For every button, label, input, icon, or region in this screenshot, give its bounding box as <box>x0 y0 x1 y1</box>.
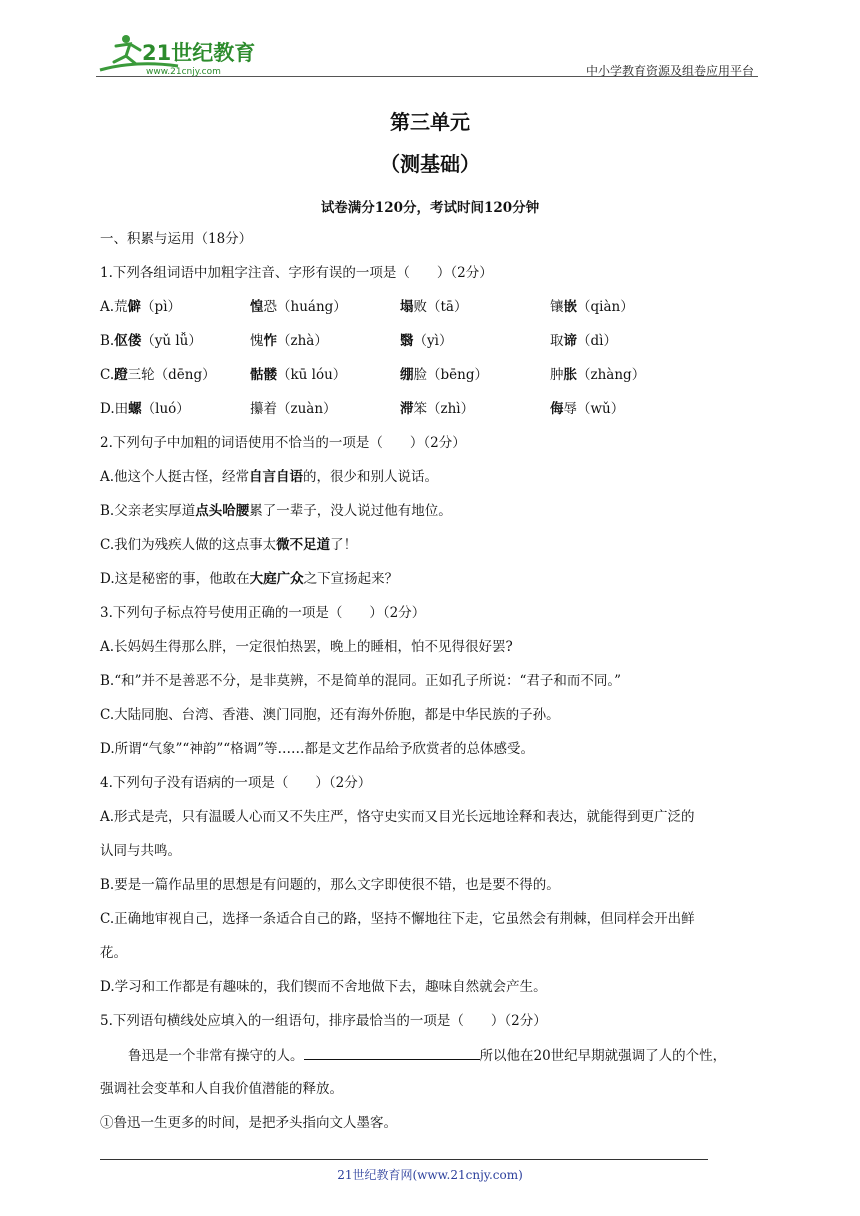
option-item: C.蹬三轮（dēng） <box>100 367 216 383</box>
option-item: 绷脸（bēng） <box>400 367 488 383</box>
page-header <box>96 30 758 80</box>
exam-info: 试卷满分120分，考试时间120分钟 <box>320 200 540 216</box>
question-4-option-c-cont: 花。 <box>100 945 127 961</box>
question-3-option-b: B.“和”并不是善恶不分，是非莫辨，不是简单的混同。正如孔子所说：“君子和而不同。” <box>100 673 622 689</box>
option-item: 骷髅（kū lóu） <box>250 367 347 383</box>
header-rule <box>96 76 758 77</box>
logo <box>96 30 266 80</box>
question-3-option-d: D.所谓“气象”“神韵”“格调”等……都是文艺作品给予欣赏者的总体感受。 <box>100 741 535 757</box>
question-3-stem: 3.下列句子标点符号使用正确的一项是（ ）（2分） <box>100 605 426 621</box>
option-item: 侮辱（wǔ） <box>550 401 625 417</box>
option-item: 镶嵌（qiàn） <box>550 299 634 315</box>
option-item: A.荒僻（pì） <box>100 299 182 315</box>
svg-text:www.21cnjy.com: www.21cnjy.com <box>146 67 221 77</box>
question-5-passage: 鲁迅是一个非常有操守的人。 所以他在20世纪早期就强调了人的个性， <box>100 1045 765 1079</box>
question-2-stem: 2.下列句子中加粗的词语使用不恰当的一项是（ ）（2分） <box>100 435 466 451</box>
question-2-option-d: D.这是秘密的事，他敢在大庭广众之下宣扬起来？ <box>100 571 399 587</box>
page-subtitle: （测基础） <box>380 152 480 176</box>
option-item: 塌败（tā） <box>400 299 468 315</box>
question-1-option-a <box>100 297 765 331</box>
svg-text:21世纪教育: 21世纪教育 <box>142 41 256 65</box>
page-footer: 21世纪教育网(www.21cnjy.com) <box>337 1168 523 1182</box>
question-4-option-a: A.形式是壳，只有温暖人心而又不失庄严，恪守史实而又目光长远地诠释和表达，就能得到更广泛的 <box>100 809 695 825</box>
section-heading: 一、积累与运用（18分） <box>100 231 253 247</box>
question-5-passage-cont: 强调社会变革和人自我价值潜能的释放。 <box>100 1081 343 1097</box>
footer-rule <box>100 1159 708 1160</box>
question-4-option-a-cont: 认同与共鸣。 <box>100 843 181 859</box>
question-content <box>100 229 765 1147</box>
question-4-stem: 4.下列句子没有语病的一项是（ ）（2分） <box>100 775 372 791</box>
option-item: B.伛偻（yǔ lǚ） <box>100 333 202 349</box>
question-4-option-b: B.要是一篇作品里的思想是有问题的，那么文字即使很不错，也是要不得的。 <box>100 877 560 893</box>
question-2-option-a: A.他这个人挺古怪，经常自言自语的，很少和别人说话。 <box>100 469 439 485</box>
question-3-option-a: A.长妈妈生得那么胖，一定很怕热罢，晚上的睡相，怕不见得很好罢? <box>100 639 513 655</box>
option-item: 取谛（dì） <box>550 333 617 349</box>
question-5-stem: 5.下列语句横线处应填入的一组语句，排序最恰当的一项是（ ）（2分） <box>100 1013 547 1029</box>
question-5-item-1: ①鲁迅一生更多的时间，是把矛头指向文人墨客。 <box>100 1115 397 1131</box>
option-item: 翳（yì） <box>400 333 453 349</box>
question-4-option-d: D.学习和工作都是有趣味的，我们锲而不舍地做下去，趣味自然就会产生。 <box>100 979 547 995</box>
option-item: 肿胀（zhàng） <box>550 367 646 383</box>
fill-blank <box>304 1045 480 1060</box>
option-item: 愧怍（zhà） <box>250 333 328 349</box>
question-2-option-b: B.父亲老实厚道点头哈腰累了一辈子，没人说过他有地位。 <box>100 503 452 519</box>
page-title: 第三单元 <box>390 110 470 134</box>
option-item: 滞笨（zhì） <box>400 401 475 417</box>
question-3-option-c: C.大陆同胞、台湾、香港、澳门同胞，还有海外侨胞，都是中华民族的子孙。 <box>100 707 560 723</box>
question-1-option-b <box>100 331 765 365</box>
option-item: 攥着（zuàn） <box>250 401 337 417</box>
question-1-stem: 1.下列各组词语中加粗字注音、字形有误的一项是（ ）（2分） <box>100 265 493 281</box>
question-1-option-c <box>100 365 765 399</box>
question-1-option-d <box>100 399 765 433</box>
option-item: D.田螺（luó） <box>100 401 190 417</box>
question-4-option-c: C.正确地审视自己，选择一条适合自己的路，坚持不懈地往下走，它虽然会有荆棘，但同样会开出鲜 <box>100 911 695 927</box>
question-2-option-c: C.我们为残疾人做的这点事太微不足道了！ <box>100 537 358 553</box>
option-item: 惶恐（huáng） <box>250 299 347 315</box>
platform-name: 中小学教育资源及组卷应用平台 <box>585 64 754 78</box>
